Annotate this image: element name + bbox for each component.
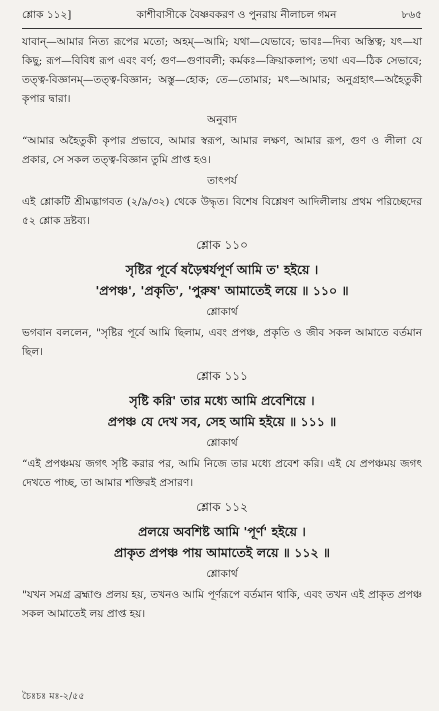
verse-112-heading: শ্লোক ১১২ [196, 500, 248, 514]
verse-112-meaning-heading: শ্লোকার্থ [206, 568, 238, 580]
book-page [22, 8, 422, 624]
verse-110-meaning-heading: শ্লোকার্থ [206, 306, 238, 318]
word-meaning: যাবান্—আমার নিত্য রূপের মতো; অহম্—আমি; যথা—যেভাবে; ভাবঃ—দিব্য অস্তিত্ব; যৎ—যা কিছু; রূপ—বিবিধ রূপ এবং বর্ণ; গুণ—গুণাবলী; কর্মকঃ—ক্রিয়াকলাপ; তথা এব—ঠিক সেভাবে; তত্ত্ব-বিজ্ঞানম্—তত্ত্ব-বিজ্ঞান; অস্তু—হোক; তে—তোমার; মৎ—আমার; অনুগ্রহাৎ—অহৈতুকী কৃপার দ্বারা। [22, 36, 422, 105]
header-verse-ref: শ্লোক ১১২] [22, 9, 72, 21]
running-header [22, 8, 422, 29]
header-chapter-title: কাশীবাসীকে বৈষ্ণবকরণ ও পুনরায় নীলাচল গমন [136, 9, 337, 21]
verse-111-line-1: সৃষ্টি করি' তার মধ্যে আমি প্রবেশিয়ে । [129, 393, 315, 408]
verse-110-line-2: 'প্রপঞ্চ', 'প্রকৃতি', 'পুরুষ' আমাতেই লয়ে ॥ ১১০ ॥ [95, 283, 349, 298]
translation-text: “আমার অহৈতুকী কৃপার প্রভাবে, আমার স্বরূপ, আমার লক্ষণ, আমার রূপ, গুণ ও লীলা যে প্রকার, সে সকল তত্ত্ব-বিজ্ঞান তুমি প্রাপ্ত হও। [22, 135, 422, 166]
verse-110-line-1: সৃষ্টির পূর্বে ষড়ৈশ্বর্যপূর্ণ আমি ত' হইয়ে । [125, 262, 319, 277]
verse-111-meaning: “এই প্রপঞ্চময় জগৎ সৃষ্টি করার পর, আমি নিজে তার মধ্যে প্রবেশ করি। এই যে প্রপঞ্চময় জগৎ দেখতে পাচ্ছ, তা আমার শক্তিরই প্রসারণ। [22, 458, 422, 489]
verse-111-line-2: প্রপঞ্চ যে দেখ সব, সেহ আমি হইয়ে ॥ ১১১ ॥ [107, 414, 337, 429]
page-number: ৮৬৫ [401, 9, 422, 21]
translation-heading: অনুবাদ [207, 114, 237, 126]
verse-110-meaning: ভগবান বললেন, "সৃষ্টির পূর্বে আমি ছিলাম, এবং প্রপঞ্চ, প্রকৃতি ও জীব সকল আমাতে বর্তমান ছিল। [22, 327, 422, 358]
verse-110-heading: শ্লোক ১১০ [196, 238, 248, 252]
purport-heading: তাৎপর্য [207, 175, 237, 187]
verse-111-meaning-heading: শ্লোকার্থ [206, 437, 238, 449]
verse-112-line-2: প্রাকৃত প্রপঞ্চ পায় আমাতেই লয়ে ॥ ১১২ ॥ [114, 545, 330, 560]
verse-112-line-1: প্রলয়ে অবশিষ্ট আমি 'পূর্ণ' হইয়ে । [138, 524, 306, 539]
verse-112-meaning: "যখন সমগ্র ব্রহ্মাণ্ড প্রলয় হয়, তখনও আমি পূর্ণরূপে বর্তমান থাকি, এবং তখন এই প্রাকৃত প্রপঞ্চ সকল আমাতেই লয় প্রাপ্ত হয়। [22, 589, 422, 620]
purport-text: এই শ্লোকটি শ্রীমদ্ভাগবত (২/৯/৩২) থেকে উদ্ধৃত। বিশেষ বিশ্লেষণ আদিলীলায় প্রথম পরিচ্ছেদের ৫২ শ্লোক দ্রষ্টব্য। [22, 196, 422, 227]
page-footer-signature: চৈঃচঃ মঃ-২/৫৫ [22, 691, 85, 702]
verse-111-heading: শ্লোক ১১১ [196, 369, 248, 383]
